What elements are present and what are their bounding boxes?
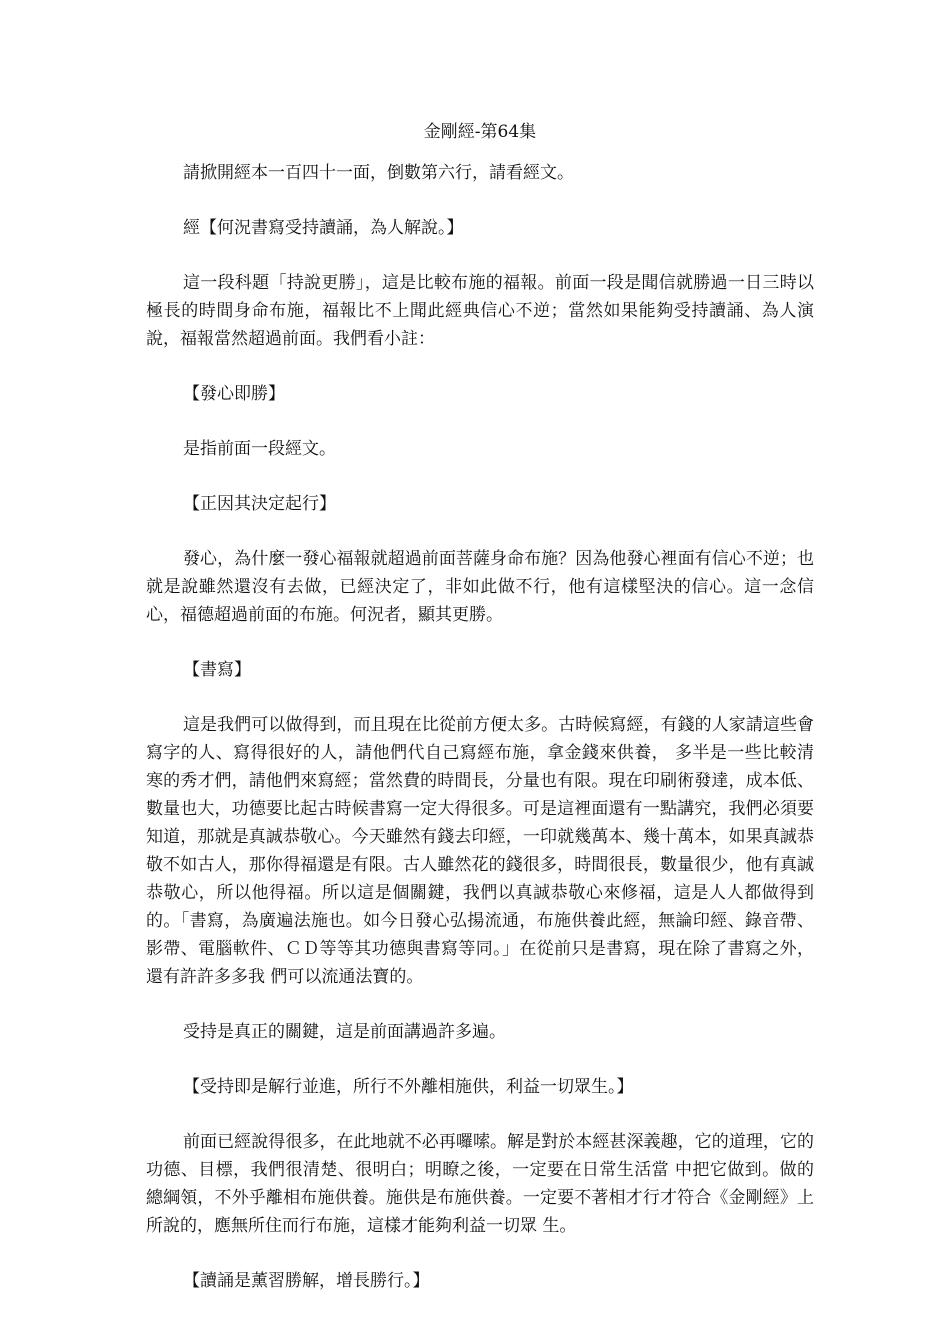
paragraph-commentary-6: 前面已經說得很多，在此地就不必再囉嗦。解是對於本經甚深義趣，它的道理，它的功德、目標，我們很清楚、很明白；明瞭之後，一定要在日常生活當 中把它做到。做的總綱領，不外乎離相布施供養。施供是布施供養。一定要不著相才行才符合《金剛經》上所說的，應無所住而行布施，這樣才能夠利益一切眾 生。 <box>146 1132 814 1236</box>
document-page <box>146 118 814 1322</box>
paragraph-commentary-1: 這一段科題「持說更勝」，這是比較布施的福報。前面一段是聞信就勝過一日三時以極長的時間身命布施，福報比不上聞此經典信心不逆；當然如果能夠受持讀誦、為人演說，福報當然超過前面。我們看小註： <box>146 273 814 349</box>
paragraph-commentary-3: 發心，為什麼一發心福報就超過前面菩薩身命布施？因為他發心裡面有信心不逆；也就是說雖然還沒有去做，已經決定了，非如此做不行，他有這樣堅決的信心。這一念信心，福德超過前面的布施。何況者，顯其更勝。 <box>146 549 814 625</box>
paragraph-heading-2: 【正因其決定起行】 <box>183 494 336 514</box>
paragraph-sutra-text: 經【何況書寫受持讀誦，為人解說。】 <box>183 218 464 238</box>
paragraph-heading-5: 【讀誦是薰習勝解，增長勝行。】 <box>183 1271 430 1291</box>
paragraph-instruction: 請掀開經本一百四十一面，倒數第六行，請看經文。 <box>183 163 574 183</box>
paragraph-heading-1: 【發心即勝】 <box>183 384 285 404</box>
paragraph-commentary-4: 這是我們可以做得到，而且現在比從前方便太多。古時候寫經，有錢的人家請這些會寫字的人、寫得很好的人，請他們代自己寫經布施，拿金錢來供養， 多半是一些比較清寒的秀才們，請他們來寫經；當然費的時間長，分量也有限。現在印刷術發達，成本低、數量也大，功德要比起古時候書寫一定大得很多。可是這裡面還有一點講究，我們必須要知道，那就是真誠恭敬心。今天雖然有錢去印經，一印就幾萬本、幾十萬本，如果真誠恭敬不如古人，那你得福還是有限。古人雖然花的錢很多，時間很長，數量很少，他有真誠恭敬心，所以他得福。所以這是個關鍵，我們以真誠恭敬心來修福，這是人人都做得到的。「書寫，為廣遍法施也。如今日發心弘揚流通，布施供養此經，無論印經、錄音帶、影帶、電腦軟件、ＣＤ等等其功德與書寫等同。」在從前只是書寫，現在除了書寫之外，還有許許多多我 們可以流通法寶的。 <box>146 715 814 987</box>
paragraph-heading-3: 【書寫】 <box>183 660 251 680</box>
paragraph-heading-4: 【受持即是解行並進，所行不外離相施供，利益一切眾生。】 <box>183 1077 634 1097</box>
paragraph-commentary-2: 是指前面一段經文。 <box>183 439 336 459</box>
paragraph-commentary-5: 受持是真正的關鍵，這是前面講過許多遍。 <box>183 1022 506 1042</box>
document-title: 金剛經-第64集 <box>423 122 537 142</box>
